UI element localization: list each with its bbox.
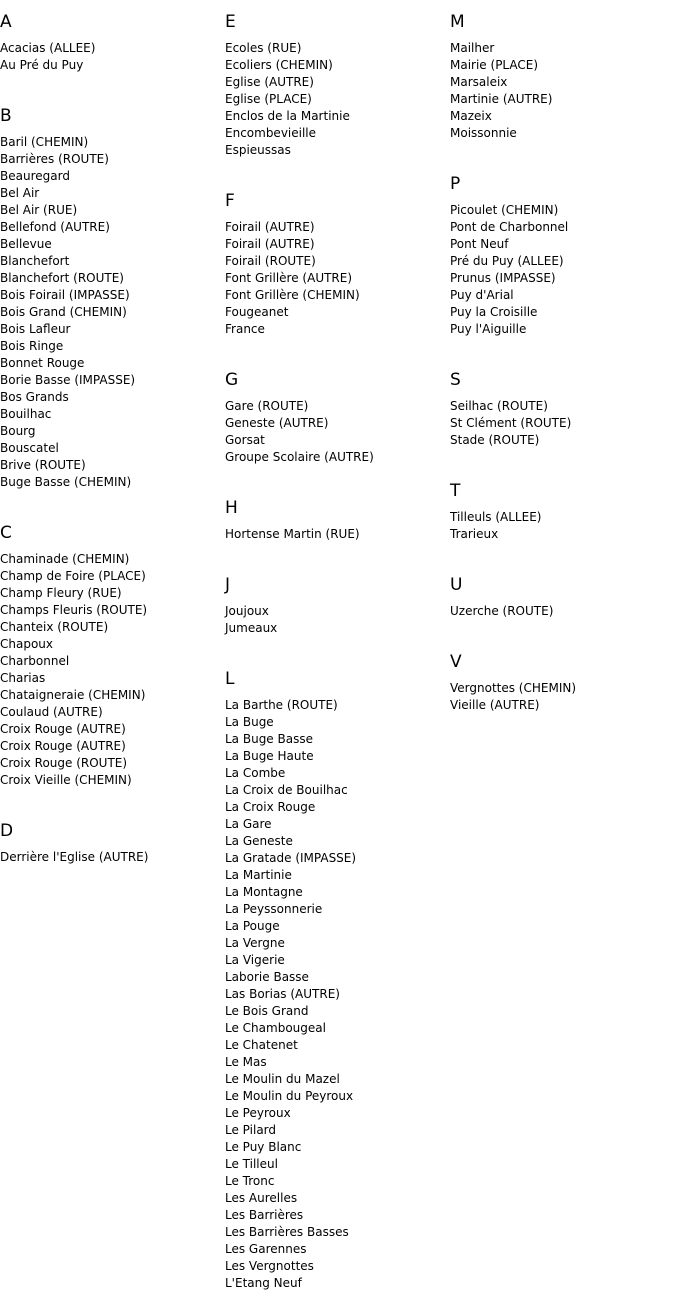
street-link[interactable]: Puy la Croisille xyxy=(450,305,538,319)
street-link[interactable]: Vergnottes (CHEMIN) xyxy=(450,681,577,695)
list-item xyxy=(225,850,450,867)
street-link[interactable]: Tilleuls (ALLEE) xyxy=(450,510,542,524)
list-item xyxy=(225,74,450,91)
list-item xyxy=(225,1156,450,1173)
street-link[interactable]: Borie Basse (IMPASSE) xyxy=(0,373,136,387)
list-item xyxy=(225,782,450,799)
list-item xyxy=(0,474,225,491)
list-item xyxy=(450,603,675,620)
street-link[interactable]: Bellefond (AUTRE) xyxy=(0,220,110,234)
street-link[interactable]: Bois Lafleur xyxy=(0,322,71,336)
list-item xyxy=(0,355,225,372)
list-item xyxy=(225,287,450,304)
list-item xyxy=(0,704,225,721)
list-item xyxy=(225,748,450,765)
list-item xyxy=(450,398,675,415)
street-list xyxy=(225,526,450,543)
section-letter: P xyxy=(450,174,461,194)
list-item xyxy=(450,321,675,338)
section-letter: B xyxy=(0,106,12,126)
list-item xyxy=(225,1173,450,1190)
street-list xyxy=(225,697,450,1292)
street-link[interactable]: Au Pré du Puy xyxy=(0,58,84,72)
street-link[interactable]: Chataigneraie (CHEMIN) xyxy=(0,688,146,702)
list-item xyxy=(225,449,450,466)
list-item xyxy=(0,457,225,474)
section-letter: U xyxy=(450,575,463,595)
list-item xyxy=(0,755,225,772)
list-item xyxy=(225,1054,450,1071)
street-list xyxy=(225,398,450,466)
street-link[interactable]: La Buge Haute xyxy=(225,749,314,763)
list-item xyxy=(0,687,225,704)
list-item xyxy=(225,1241,450,1258)
list-item xyxy=(450,526,675,543)
street-link[interactable]: Enclos de la Martinie xyxy=(225,109,350,123)
list-item xyxy=(0,202,225,219)
list-item xyxy=(450,57,675,74)
section-letter: V xyxy=(450,652,462,672)
list-item xyxy=(225,1003,450,1020)
letter-group-g xyxy=(225,358,450,466)
letter-group-s xyxy=(450,358,675,449)
list-item xyxy=(225,1139,450,1156)
street-list xyxy=(450,680,675,714)
list-item xyxy=(225,1071,450,1088)
list-item xyxy=(0,185,225,202)
letter-group-e xyxy=(225,0,450,159)
section-letter: A xyxy=(0,12,12,32)
street-link[interactable]: Champ Fleury (RUE) xyxy=(0,586,122,600)
street-link[interactable]: Charbonnel xyxy=(0,654,70,668)
street-link[interactable]: La Montagne xyxy=(225,885,303,899)
street-link[interactable]: Buge Basse (CHEMIN) xyxy=(0,475,132,489)
street-link[interactable]: Hortense Martin (RUE) xyxy=(225,527,360,541)
list-item xyxy=(225,969,450,986)
street-link[interactable]: La Gare xyxy=(225,817,272,831)
list-item xyxy=(450,74,675,91)
street-link[interactable]: Moissonnie xyxy=(450,126,517,140)
street-link[interactable]: Les Barrières Basses xyxy=(225,1225,349,1239)
list-item xyxy=(225,697,450,714)
street-link[interactable]: La Buge Basse xyxy=(225,732,313,746)
street-link[interactable]: Les Barrières xyxy=(225,1208,304,1222)
street-list xyxy=(0,849,225,866)
street-link[interactable]: Puy l'Aiguille xyxy=(450,322,527,336)
list-item xyxy=(225,270,450,287)
street-link[interactable]: Eglise (PLACE) xyxy=(225,92,312,106)
letter-group-v xyxy=(450,640,675,714)
street-list xyxy=(450,202,675,338)
street-link[interactable]: Trarieux xyxy=(450,527,499,541)
list-item xyxy=(225,884,450,901)
list-item xyxy=(225,1258,450,1275)
street-link[interactable]: La Croix Rouge xyxy=(225,800,316,814)
street-link[interactable]: Acacias (ALLEE) xyxy=(0,41,96,55)
section-letter: T xyxy=(450,481,461,501)
list-item xyxy=(450,287,675,304)
list-item xyxy=(0,40,225,57)
list-item xyxy=(450,202,675,219)
street-link[interactable]: Chaminade (CHEMIN) xyxy=(0,552,130,566)
list-item xyxy=(225,714,450,731)
street-link[interactable]: La Pouge xyxy=(225,919,280,933)
list-item xyxy=(225,1224,450,1241)
street-link[interactable]: Mailher xyxy=(450,41,495,55)
list-item xyxy=(225,986,450,1003)
street-link[interactable]: Las Borias (AUTRE) xyxy=(225,987,340,1001)
street-link[interactable]: Les Vergnottes xyxy=(225,1259,314,1273)
list-item xyxy=(0,585,225,602)
street-link[interactable]: La Peyssonnerie xyxy=(225,902,323,916)
street-list xyxy=(225,603,450,637)
list-item xyxy=(225,952,450,969)
list-item xyxy=(225,1020,450,1037)
letter-group-l xyxy=(225,657,450,1292)
street-link[interactable]: Coulaud (AUTRE) xyxy=(0,705,103,719)
list-item xyxy=(450,509,675,526)
street-link[interactable]: Jumeaux xyxy=(225,621,278,635)
letter-group-a xyxy=(0,0,225,74)
letter-group-f xyxy=(225,179,450,338)
street-link[interactable]: Groupe Scolaire (AUTRE) xyxy=(225,450,374,464)
street-link[interactable]: Brive (ROUTE) xyxy=(0,458,86,472)
street-link[interactable]: Stade (ROUTE) xyxy=(450,433,540,447)
list-item xyxy=(225,620,450,637)
street-link[interactable]: Croix Rouge (AUTRE) xyxy=(0,739,126,753)
street-link[interactable]: Charias xyxy=(0,671,46,685)
list-item xyxy=(225,432,450,449)
list-item xyxy=(450,304,675,321)
street-link[interactable]: Foirail (ROUTE) xyxy=(225,254,316,268)
list-item xyxy=(225,918,450,935)
list-item xyxy=(225,236,450,253)
list-item xyxy=(225,765,450,782)
list-item xyxy=(225,901,450,918)
list-item xyxy=(0,168,225,185)
street-link[interactable]: Mairie (PLACE) xyxy=(450,58,539,72)
street-link[interactable]: L'Etang Neuf xyxy=(225,1276,302,1290)
list-item xyxy=(450,219,675,236)
street-link[interactable]: Blanchefort (ROUTE) xyxy=(0,271,124,285)
list-item xyxy=(0,270,225,287)
street-link[interactable]: La Combe xyxy=(225,766,286,780)
section-letter: F xyxy=(225,191,235,211)
list-item xyxy=(0,236,225,253)
street-link[interactable]: Croix Vieille (CHEMIN) xyxy=(0,773,132,787)
street-link[interactable]: Le Peyroux xyxy=(225,1106,291,1120)
street-link[interactable]: Champ de Foire (PLACE) xyxy=(0,569,146,583)
street-link[interactable]: Bonnet Rouge xyxy=(0,356,85,370)
list-item xyxy=(225,57,450,74)
list-item xyxy=(225,142,450,159)
street-list xyxy=(225,219,450,338)
street-link[interactable]: Les Aurelles xyxy=(225,1191,298,1205)
list-item xyxy=(0,287,225,304)
street-link[interactable]: Bois Foirail (IMPASSE) xyxy=(0,288,130,302)
street-link[interactable]: Les Garennes xyxy=(225,1242,307,1256)
list-item xyxy=(225,1122,450,1139)
list-item xyxy=(0,389,225,406)
list-item xyxy=(225,731,450,748)
street-link[interactable]: Bourg xyxy=(0,424,36,438)
street-link[interactable]: Vieille (AUTRE) xyxy=(450,698,540,712)
street-link[interactable]: La Buge xyxy=(225,715,274,729)
list-item xyxy=(225,40,450,57)
list-item xyxy=(0,219,225,236)
street-list xyxy=(0,134,225,491)
letter-group-j xyxy=(225,563,450,637)
list-item xyxy=(225,1105,450,1122)
street-link[interactable]: Fougeanet xyxy=(225,305,289,319)
section-letter: J xyxy=(225,575,231,595)
street-link[interactable]: Bel Air (RUE) xyxy=(0,203,78,217)
street-link[interactable]: Encombevieille xyxy=(225,126,317,140)
street-link[interactable]: Bouscatel xyxy=(0,441,59,455)
street-link[interactable]: Geneste (AUTRE) xyxy=(225,416,329,430)
list-item xyxy=(225,526,450,543)
street-link[interactable]: Le Tilleul xyxy=(225,1157,278,1171)
street-link[interactable]: La Gratade (IMPASSE) xyxy=(225,851,357,865)
list-item xyxy=(225,91,450,108)
street-link[interactable]: Foirail (AUTRE) xyxy=(225,220,315,234)
street-link[interactable]: Gorsat xyxy=(225,433,265,447)
street-link[interactable]: Ecoles (RUE) xyxy=(225,41,302,55)
list-item xyxy=(225,867,450,884)
street-link[interactable]: Bos Grands xyxy=(0,390,69,404)
street-list xyxy=(450,603,675,620)
street-link[interactable]: Le Mas xyxy=(225,1055,267,1069)
letter-group-t xyxy=(450,469,675,543)
list-item xyxy=(450,415,675,432)
street-link[interactable]: Croix Rouge (AUTRE) xyxy=(0,722,126,736)
list-item xyxy=(0,423,225,440)
list-item xyxy=(225,799,450,816)
street-link[interactable]: La Croix de Bouilhac xyxy=(225,783,348,797)
list-item xyxy=(450,236,675,253)
street-link[interactable]: Bouilhac xyxy=(0,407,52,421)
list-item xyxy=(0,551,225,568)
street-link[interactable]: Le Bois Grand xyxy=(225,1004,309,1018)
street-link[interactable]: Blanchefort xyxy=(0,254,70,268)
street-link[interactable]: Le Moulin du Mazel xyxy=(225,1072,340,1086)
list-item xyxy=(0,670,225,687)
street-link[interactable]: Espieussas xyxy=(225,143,291,157)
list-item xyxy=(0,653,225,670)
street-link[interactable]: Le Moulin du Peyroux xyxy=(225,1089,354,1103)
letter-group-m xyxy=(450,0,675,142)
street-list xyxy=(0,551,225,789)
list-item xyxy=(225,1037,450,1054)
street-link[interactable]: Font Grillère (AUTRE) xyxy=(225,271,353,285)
list-item xyxy=(0,568,225,585)
street-link[interactable]: La Geneste xyxy=(225,834,293,848)
street-link[interactable]: Bellevue xyxy=(0,237,52,251)
list-item xyxy=(0,721,225,738)
list-item xyxy=(0,253,225,270)
street-list xyxy=(450,509,675,543)
index-column-2 xyxy=(225,0,450,1312)
street-link[interactable]: Baril (CHEMIN) xyxy=(0,135,89,149)
street-link[interactable]: Barrières (ROUTE) xyxy=(0,152,109,166)
list-item xyxy=(225,125,450,142)
street-link[interactable]: Le Chambougeal xyxy=(225,1021,326,1035)
list-item xyxy=(0,372,225,389)
street-link[interactable]: Bel Air xyxy=(0,186,40,200)
list-item xyxy=(450,40,675,57)
letter-group-p xyxy=(450,162,675,338)
list-item xyxy=(0,440,225,457)
section-letter: E xyxy=(225,12,236,32)
street-link[interactable]: Le Chatenet xyxy=(225,1038,298,1052)
list-item xyxy=(225,603,450,620)
list-item xyxy=(450,253,675,270)
list-item xyxy=(225,398,450,415)
list-item xyxy=(225,833,450,850)
list-item xyxy=(225,108,450,125)
list-item xyxy=(450,680,675,697)
list-item xyxy=(0,57,225,74)
list-item xyxy=(225,321,450,338)
street-link[interactable]: Joujoux xyxy=(225,604,269,618)
list-item xyxy=(225,219,450,236)
street-link[interactable]: Pré du Puy (ALLEE) xyxy=(450,254,564,268)
letter-group-u xyxy=(450,563,675,620)
street-link[interactable]: France xyxy=(225,322,265,336)
street-link[interactable]: Bois Ringe xyxy=(0,339,64,353)
list-item xyxy=(0,772,225,789)
street-link[interactable]: Ecoliers (CHEMIN) xyxy=(225,58,333,72)
street-link[interactable]: Pont Neuf xyxy=(450,237,509,251)
street-link[interactable]: La Martinie xyxy=(225,868,292,882)
list-item xyxy=(0,151,225,168)
letter-group-c xyxy=(0,511,225,789)
street-link[interactable]: Marsaleix xyxy=(450,75,508,89)
street-link[interactable]: Le Tronc xyxy=(225,1174,275,1188)
street-list xyxy=(0,40,225,74)
list-item xyxy=(450,125,675,142)
list-item xyxy=(225,935,450,952)
list-item xyxy=(0,602,225,619)
list-item xyxy=(0,304,225,321)
list-item xyxy=(225,253,450,270)
section-letter: S xyxy=(450,370,461,390)
list-item xyxy=(450,432,675,449)
index-column-1 xyxy=(0,0,225,886)
street-link[interactable]: Laborie Basse xyxy=(225,970,309,984)
list-item xyxy=(225,304,450,321)
street-link[interactable]: La Barthe (ROUTE) xyxy=(225,698,338,712)
section-letter: G xyxy=(225,370,239,390)
index-column-3 xyxy=(450,0,675,734)
street-link[interactable]: Puy d'Arial xyxy=(450,288,514,302)
section-letter: L xyxy=(225,669,235,689)
street-link[interactable]: Champs Fleuris (ROUTE) xyxy=(0,603,148,617)
list-item xyxy=(450,91,675,108)
list-item xyxy=(450,697,675,714)
list-item xyxy=(0,321,225,338)
list-item xyxy=(450,108,675,125)
list-item xyxy=(0,738,225,755)
list-item xyxy=(0,636,225,653)
street-link[interactable]: Derrière l'Eglise (AUTRE) xyxy=(0,850,149,864)
street-link[interactable]: Martinie (AUTRE) xyxy=(450,92,553,106)
section-letter: D xyxy=(0,821,14,841)
street-list xyxy=(225,40,450,159)
list-item xyxy=(225,1190,450,1207)
letter-group-h xyxy=(225,486,450,543)
street-link[interactable]: Bois Grand (CHEMIN) xyxy=(0,305,127,319)
list-item xyxy=(0,849,225,866)
street-link[interactable]: Chanteix (ROUTE) xyxy=(0,620,109,634)
street-link[interactable]: Gare (ROUTE) xyxy=(225,399,309,413)
list-item xyxy=(225,1275,450,1292)
street-link[interactable]: Eglise (AUTRE) xyxy=(225,75,314,89)
street-list xyxy=(450,398,675,449)
street-link[interactable]: La Vergne xyxy=(225,936,285,950)
section-letter: H xyxy=(225,498,238,518)
section-letter: M xyxy=(450,12,465,32)
street-link[interactable]: Picoulet (CHEMIN) xyxy=(450,203,559,217)
street-link[interactable]: Pont de Charbonnel xyxy=(450,220,569,234)
street-link[interactable]: St Clément (ROUTE) xyxy=(450,416,572,430)
list-item xyxy=(225,1088,450,1105)
street-link[interactable]: Le Puy Blanc xyxy=(225,1140,302,1154)
street-link[interactable]: Prunus (IMPASSE) xyxy=(450,271,556,285)
list-item xyxy=(225,1207,450,1224)
street-link[interactable]: Font Grillère (CHEMIN) xyxy=(225,288,360,302)
section-letter: C xyxy=(0,523,12,543)
list-item xyxy=(0,338,225,355)
list-item xyxy=(450,270,675,287)
list-item xyxy=(225,816,450,833)
list-item xyxy=(0,619,225,636)
street-link[interactable]: Croix Rouge (ROUTE) xyxy=(0,756,128,770)
street-link[interactable]: Le Pilard xyxy=(225,1123,277,1137)
street-link[interactable]: Uzerche (ROUTE) xyxy=(450,604,554,618)
street-link[interactable]: Beauregard xyxy=(0,169,70,183)
letter-group-b xyxy=(0,94,225,491)
list-item xyxy=(0,406,225,423)
street-link[interactable]: La Vigerie xyxy=(225,953,285,967)
list-item xyxy=(0,134,225,151)
street-link[interactable]: Chapoux xyxy=(0,637,54,651)
letter-group-d xyxy=(0,809,225,866)
street-list xyxy=(450,40,675,142)
list-item xyxy=(225,415,450,432)
street-link[interactable]: Mazeix xyxy=(450,109,492,123)
street-link[interactable]: Foirail (AUTRE) xyxy=(225,237,315,251)
street-link[interactable]: Seilhac (ROUTE) xyxy=(450,399,548,413)
